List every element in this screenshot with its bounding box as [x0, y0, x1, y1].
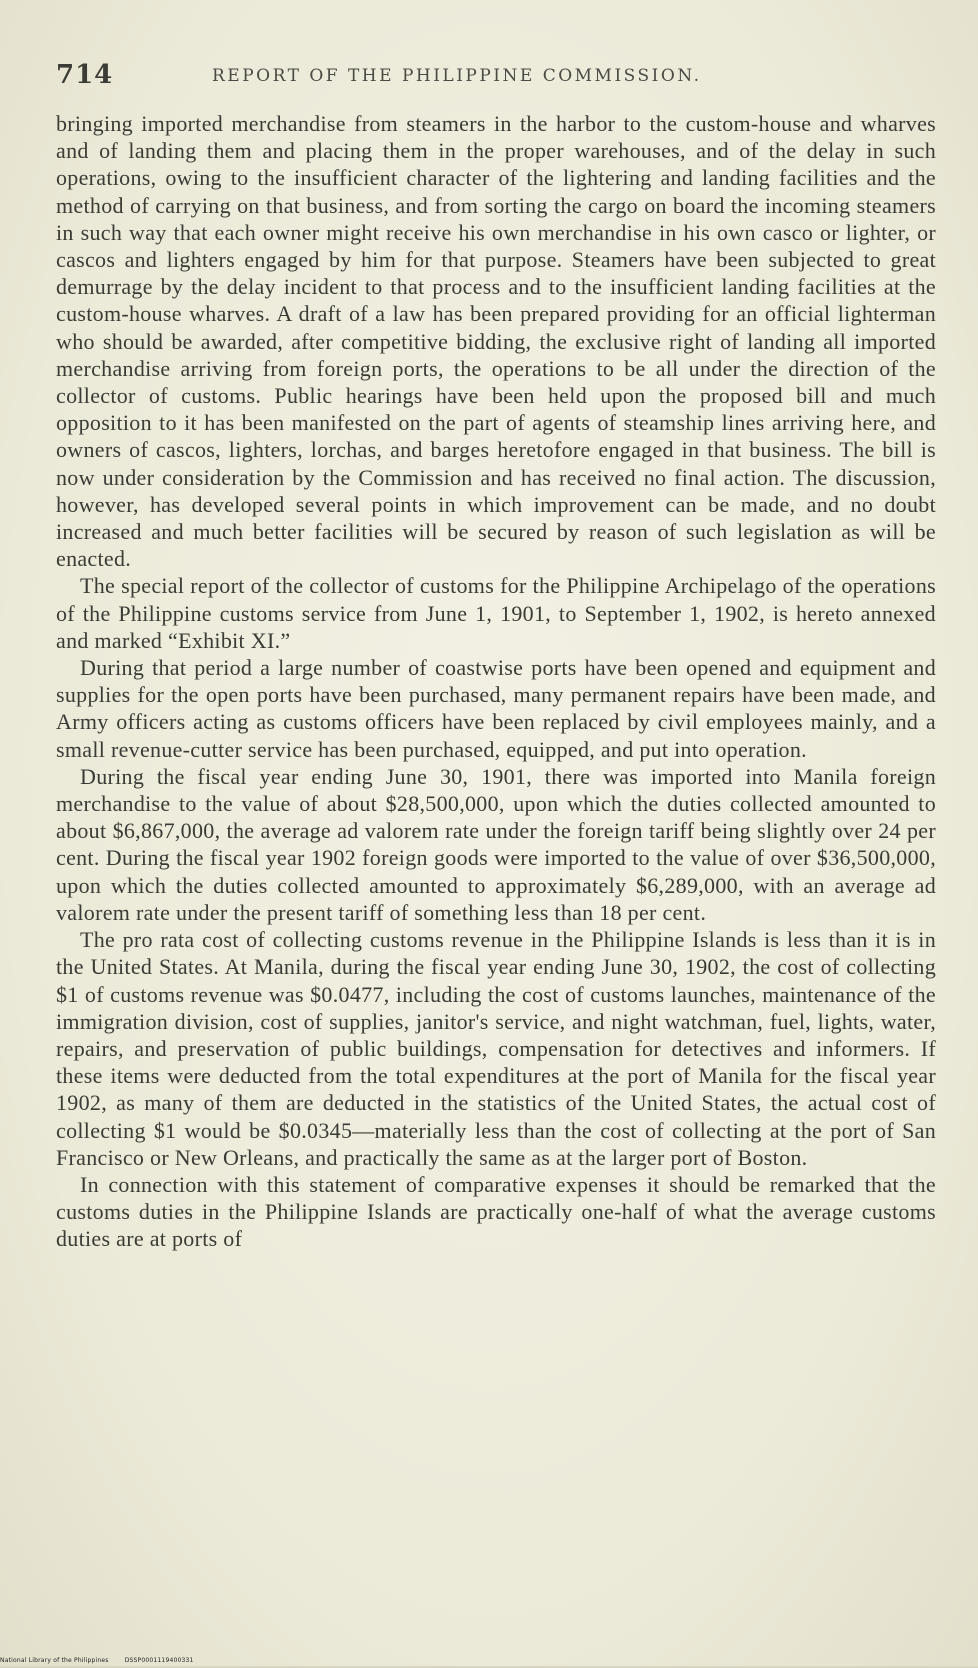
paragraph-special-report: The special report of the collector of customs for the Philippine Archipelago of the operations of the Philippine customs service from June 1, 1901, to September 1, 1902, is hereto annexed and marked “Exhibit XI.” [56, 573, 936, 653]
paragraph-continued: bringing imported merchandise from steamers in the harbor to the custom-house and wharves and of landing them and placing them in the proper warehouses, and of the delay in such operations, owing to the insufficient character of the lightering and landing facilities and the method of carrying on that business, and from sorting the cargo on board the incoming steamers in such way that each owner might receive his own merchandise in his own casco or lighter, or cascos and lighters engaged by him for that purpose. Steamers have been subjected to great demurrage by the delay incident to that process and to the insufficient landing facilities at the custom-house wharves. A draft of a law has been prepared providing for an official lighterman who should be awarded, after competitive bidding, the exclusive right of landing all imported merchandise arriving from foreign ports, the operations to be all under the direction of the collector of customs. Public hearings have been held upon the proposed bill and much opposition to it has been manifested on the part of agents of steamship lines arriving here, and owners of cascos, lighters, lorchas, and barges heretofore engaged in that business. The bill is now under consideration by the Commission and has received no final action. The discussion, however, has developed several points in which improvement can be made, and no doubt increased and much better facilities will be secured by reason of such legislation as will be enacted. [56, 111, 936, 572]
body-text [56, 110, 936, 1253]
scan-footer [0, 1657, 208, 1664]
paragraph-coastwise-ports: During that period a large number of coastwise ports have been opened and equipment and supplies for the open ports have been purchased, many permanent repairs have been made, and Army officers acting as customs officers have been replaced by civil employees mainly, and a small revenue-cutter service has been purchased, equipped, and put into operation. [56, 655, 936, 762]
running-head: REPORT OF THE PHILIPPINE COMMISSION. [212, 66, 702, 86]
paragraph-fiscal-year-imports: During the fiscal year ending June 30, 1901, there was imported into Manila foreign merchandise to the value of about $28,500,000, upon which the duties collected amounted to about $6,867,000, the average ad valorem rate under the foreign tariff being slightly over 24 per cent. During the fiscal year 1902 foreign goods were imported to the value of over $36,500,000, upon which the duties collected amounted to approximately $6,289,000, with an average ad valorem rate under the present tariff of something less than 18 per cent. [56, 763, 936, 925]
paragraph-collection-cost: The pro rata cost of collecting customs revenue in the Philippine Islands is less than it is in the United States. At Manila, during the fiscal year ending June 30, 1902, the cost of collecting $1 of customs revenue was $0.0477, including the cost of customs launches, maintenance of the immigration division, cost of supplies, janitor's service, and night watchman, fuel, lights, water, repairs, and preservation of public buildings, compensation for detectives and informers. If these items were deducted from the total expenditures at the port of Manila for the fiscal year 1902, as many of them are deducted in the statistics of the United States, the actual cost of collecting $1 would be $0.0345—materially less than the cost of collecting at the port of San Francisco or New Orleans, and practically the same as at the larger port of Boston. [56, 927, 936, 1170]
page-header [56, 60, 936, 100]
footer-identifier: DSSP0001119400331 [124, 1657, 194, 1664]
page-number: 714 [56, 60, 114, 90]
paragraph-comparative-expenses: In connection with this statement of comparative expenses it should be remarked that the customs duties in the Philippine Islands are practically one-half of what the average customs duties are at ports of [56, 1171, 936, 1252]
footer-library: National Library of the Philippines [0, 1657, 109, 1664]
